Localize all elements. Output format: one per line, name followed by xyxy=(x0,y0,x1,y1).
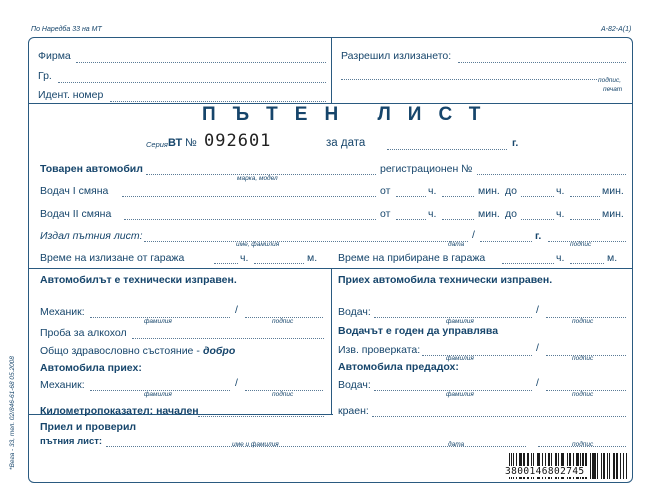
driver-shift1-field[interactable] xyxy=(122,196,376,197)
sign-hint-2: подпис xyxy=(272,391,294,398)
firm-label: Фирма xyxy=(38,50,71,62)
firm-field[interactable] xyxy=(76,62,326,63)
hour-label-1: ч. xyxy=(428,185,437,197)
from-min-1[interactable] xyxy=(442,196,474,197)
slash-2: / xyxy=(235,377,238,389)
issued-label: Издал пътния лист: xyxy=(40,230,143,242)
barcode-bar xyxy=(601,453,602,479)
driver-sign-hint-2: подпис xyxy=(572,391,594,398)
city-field[interactable] xyxy=(58,82,326,83)
garage-in-min[interactable] xyxy=(570,263,604,264)
issued-name-hint: име, фамилия xyxy=(236,241,280,248)
surname-hint-2: фамилия xyxy=(144,391,172,398)
document-title: ПЪТЕН ЛИСТ xyxy=(202,104,498,125)
alcohol-field[interactable] xyxy=(132,338,324,339)
date-field[interactable] xyxy=(387,149,507,150)
barcode-bar xyxy=(614,453,615,479)
barcode-bar xyxy=(604,453,605,479)
ident-label: Идент. номер xyxy=(38,89,104,101)
garage-in-m: м. xyxy=(607,252,618,264)
garage-out-h: ч. xyxy=(240,252,249,264)
series-label: Серия xyxy=(146,140,168,149)
accept-ok-label: Приех автомобила технически изправен. xyxy=(338,274,553,286)
garage-out-label: Време на излизане от гаража xyxy=(40,252,185,264)
min-label-2: мин. xyxy=(602,185,624,197)
mechanic-label-2: Механик: xyxy=(40,379,85,391)
driver-shift2-label: Водач II смяна xyxy=(40,208,112,220)
tech-ok-label: Автомобилът е технически изправен. xyxy=(40,274,237,286)
barcode-bar xyxy=(594,453,595,479)
for-date-label: за дата xyxy=(326,137,366,149)
to-label-2: до xyxy=(505,208,517,220)
divider-vertical-bottom xyxy=(331,268,332,415)
check-surname-hint: фамилия xyxy=(446,355,474,362)
vehicle-hint: марка, модел xyxy=(237,175,278,182)
registration-field[interactable] xyxy=(477,174,626,175)
hour-label-2: ч. xyxy=(556,185,565,197)
barcode-bar xyxy=(597,453,598,479)
min-label-1: мин. xyxy=(478,185,500,197)
driver-label-1: Водач: xyxy=(338,306,371,318)
form-code: А-82-А(1) xyxy=(601,26,632,33)
barcode-bar xyxy=(609,453,610,479)
garage-in-h: ч. xyxy=(556,252,565,264)
vehicle-label: Товарен автомобил xyxy=(40,163,143,175)
year-suffix: г. xyxy=(512,137,519,149)
issued-sign-hint: подпис xyxy=(570,241,592,248)
sign-hint-1: подпис xyxy=(272,318,294,325)
slash-1: / xyxy=(235,304,238,316)
garage-out-min[interactable] xyxy=(254,263,304,264)
barcode-bar xyxy=(626,453,627,479)
issued-name-field[interactable] xyxy=(144,241,468,242)
sign-hint: подпис, xyxy=(598,77,622,84)
check-sign-hint: подпис xyxy=(572,355,594,362)
to-hour-2[interactable] xyxy=(521,219,554,220)
health-label: Общо здравословно състояние - xyxy=(40,345,200,357)
hour-label-3: ч. xyxy=(428,208,437,220)
to-min-1[interactable] xyxy=(570,196,600,197)
barcode-bar xyxy=(623,453,624,479)
from-hour-2[interactable] xyxy=(396,219,426,220)
barcode-bar xyxy=(590,453,591,479)
registration-label: регистрационен № xyxy=(380,163,473,175)
permitted-field[interactable] xyxy=(458,62,626,63)
barcode-bar xyxy=(617,453,618,479)
from-label-1: от xyxy=(380,185,391,197)
printer-info: *Вега - 33, тел. 02/846-61-68 05.2008 xyxy=(9,356,16,470)
accepted-label-1: Приел и проверил xyxy=(40,421,137,433)
health-value: добро xyxy=(203,345,236,357)
barcode-bar xyxy=(620,453,621,479)
surname-hint-1: фамилия xyxy=(144,318,172,325)
divider-vertical-top xyxy=(331,37,332,104)
handed-label: Автомобила предадох: xyxy=(338,361,459,373)
issued-date-hint: дата xyxy=(448,241,465,248)
garage-in-hour[interactable] xyxy=(502,263,554,264)
driver-shift1-label: Водач I смяна xyxy=(40,185,109,197)
slash-3: / xyxy=(536,304,539,316)
driver-label-2: Водач: xyxy=(338,379,371,391)
barcode-bar xyxy=(607,453,608,479)
fit-label: Водачът е годен да управлява xyxy=(338,325,499,337)
end-label: краен: xyxy=(338,405,369,417)
to-label-1: до xyxy=(505,185,517,197)
driver-shift2-field[interactable] xyxy=(124,219,376,220)
odometer-end-field[interactable] xyxy=(372,416,626,417)
mechanic-label-1: Механик: xyxy=(40,306,85,318)
min-label-4: мин. xyxy=(602,208,624,220)
ident-field[interactable] xyxy=(110,101,326,102)
garage-in-label: Време на прибиране в гаража xyxy=(338,252,486,264)
issued-year-suffix: г. xyxy=(535,230,542,242)
odometer-label: Километропоказател: начален xyxy=(40,405,199,417)
from-label-2: от xyxy=(380,208,391,220)
number-sign: № xyxy=(185,137,197,149)
series-letters: ВТ xyxy=(168,137,183,149)
barcode-number: 3800146802745 xyxy=(505,466,585,477)
check-surname-field[interactable] xyxy=(422,355,532,356)
from-hour-1[interactable] xyxy=(396,196,426,197)
received-label: Автомобила приех: xyxy=(40,362,142,374)
accepted-name-hint: име и фамилия xyxy=(232,441,279,448)
garage-out-hour[interactable] xyxy=(214,263,238,264)
odometer-start-field[interactable] xyxy=(198,416,324,417)
driver-surname-hint-1: фамилия xyxy=(446,318,474,325)
to-min-2[interactable] xyxy=(570,219,600,220)
driver-surname-hint-2: фамилия xyxy=(446,391,474,398)
accepted-label-2: пътния лист: xyxy=(40,436,103,447)
permitted-sign-field[interactable] xyxy=(341,79,597,80)
issued-year-field[interactable] xyxy=(480,241,532,242)
alcohol-label: Проба за алкохол xyxy=(40,327,127,339)
serial-number: 092601 xyxy=(204,131,272,151)
min-label-3: мин. xyxy=(478,208,500,220)
issued-slash: / xyxy=(472,229,475,241)
regulation-note: По Наредба 33 на МТ xyxy=(31,26,102,33)
to-hour-1[interactable] xyxy=(521,196,554,197)
stamp-hint: печат xyxy=(603,86,623,93)
accepted-sign-hint: подпис xyxy=(572,441,594,448)
garage-out-m: м. xyxy=(307,252,318,264)
hour-label-4: ч. xyxy=(556,208,565,220)
slash-5: / xyxy=(536,377,539,389)
city-label: Гр. xyxy=(38,70,52,82)
accepted-date-hint: дата xyxy=(448,441,465,448)
driver-sign-hint-1: подпис xyxy=(572,318,594,325)
check-label: Изв. проверката: xyxy=(338,344,421,356)
permitted-label: Разрешил излизането: xyxy=(341,50,452,62)
slash-4: / xyxy=(536,342,539,354)
from-min-2[interactable] xyxy=(442,219,474,220)
